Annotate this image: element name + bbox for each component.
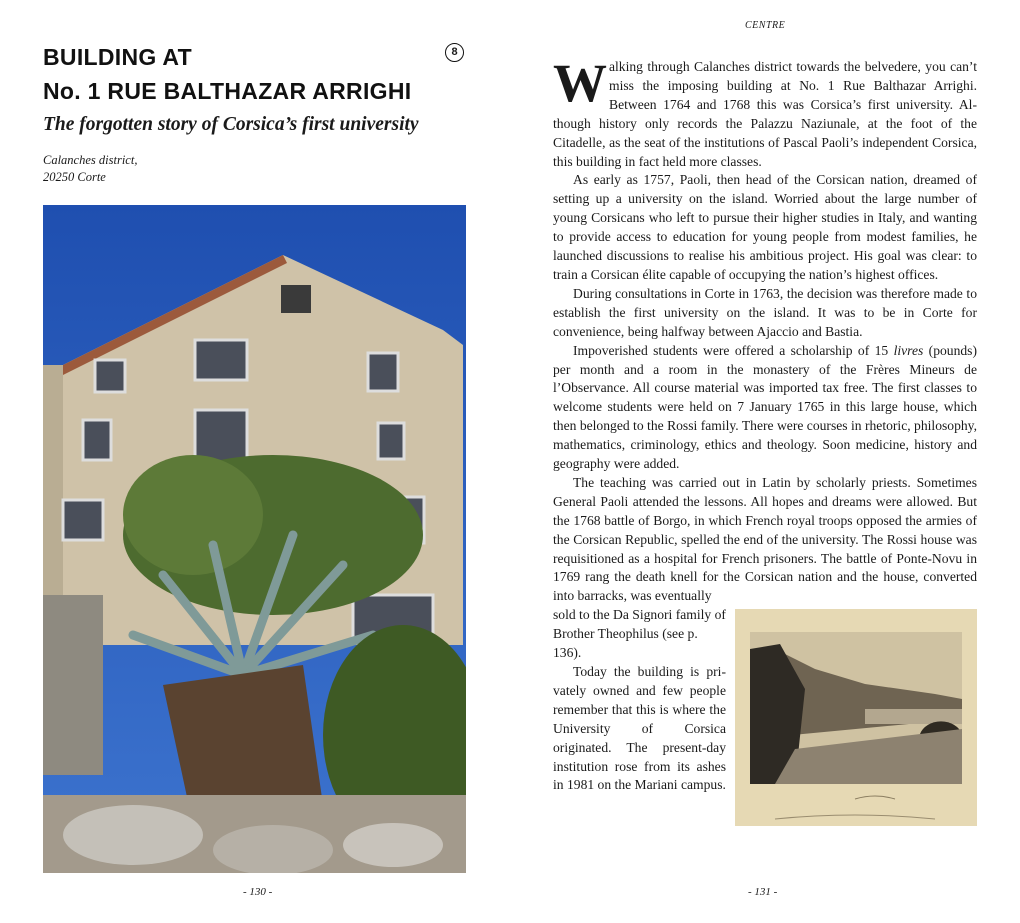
address-line-1: Calanches district, (43, 153, 138, 167)
paragraph-text: (pounds) per month and a room in the monastery of the Frères Mineurs de l’Observance. All course material was imported tax free. The first classes to welcome students were held on 7 January 1765 in this large house, which then belonged to the Rossi family. There were courses in rhetoric, philosophy, mathematics, criminology, ethics and theology. Soon medicine, history and geography were added. (553, 342, 978, 472)
paragraph-text: alking through Calanches district towards the belvedere, you can’t miss the imposing building at No. 1 Rue Balthazar Arrighi. Between 1764 and 1768 this was Corsica’s first university. Although history only records the Palazzu Naziunale, at the foot of the Citadelle, as the seat of the institutions of Pascal Paoli’s independent Corsica, this building in fact held more classes. (553, 59, 977, 169)
paragraph-5-continued: sold to the Da Signori family of Brother Theophilus (see p. 136). (553, 607, 726, 661)
historic-photo-corte-bridge (735, 609, 977, 826)
page-number-left: - 130 - (243, 886, 273, 898)
address-line-2: 20250 Corte (43, 170, 106, 184)
paragraph-text: Impoverished students were offered a scholarship of 15 (573, 342, 894, 358)
paragraph-3: During consultations in Corte in 1763, the decision was therefore made to establish the first university on the island. It was to be in Corte for convenience, being halfway between Ajaccio and Bastia. (553, 285, 977, 339)
narrow-column (553, 606, 726, 826)
entry-number-badge: 8 (445, 43, 464, 62)
paragraph-4 (553, 342, 977, 474)
running-head: CENTRE (745, 20, 786, 31)
page-number-right: - 131 - (748, 886, 778, 898)
paragraph-5: The teaching was carried out in Latin by scholarly priests. Sometimes General Paoli attended the lessons. All hopes and dreams were allowed. But the 1768 battle of Borgo, in which French royal troops opposed the armies of the Corsican Republic, spelled the end of the university. The Rossi house was requisitioned as a hospital for French prisoners. The battle of Ponte-Novu in 1769 rang the death knell for the Corsican nation and the house, converted into barracks, was eventually (553, 474, 977, 604)
address (43, 152, 137, 186)
paragraph-2: As early as 1757, Paoli, then head of the Corsican nation, dreamed of setting up a university on the island. Worried about the large number of young Corsicans who left to pursue their higher studies in Italy, and wanting to provide access to education for young people from modest families, he launched discussions to realise his ambitious project. His goal was clear: to train a Corsican élite capable of occupying the nation’s highest offices. (553, 172, 977, 282)
article-body (553, 53, 978, 826)
paragraph-6: Today the building is privately owned and few people remember that this is where the University of Corsica originated. The present-day institution rose from its ashes in 1981 on the Mariani campus. (553, 664, 726, 793)
title-line-1: BUILDING AT (43, 44, 192, 70)
article-title (43, 40, 411, 108)
italic-term: livres (893, 342, 924, 358)
drop-cap: W (553, 53, 607, 113)
article-subtitle: The forgotten story of Corsica’s first university (43, 114, 419, 135)
paragraph-1 (553, 53, 977, 171)
text-with-figure (553, 606, 977, 826)
building-photo (43, 205, 466, 873)
title-line-2: No. 1 RUE BALTHAZAR ARRIGHI (43, 78, 412, 104)
